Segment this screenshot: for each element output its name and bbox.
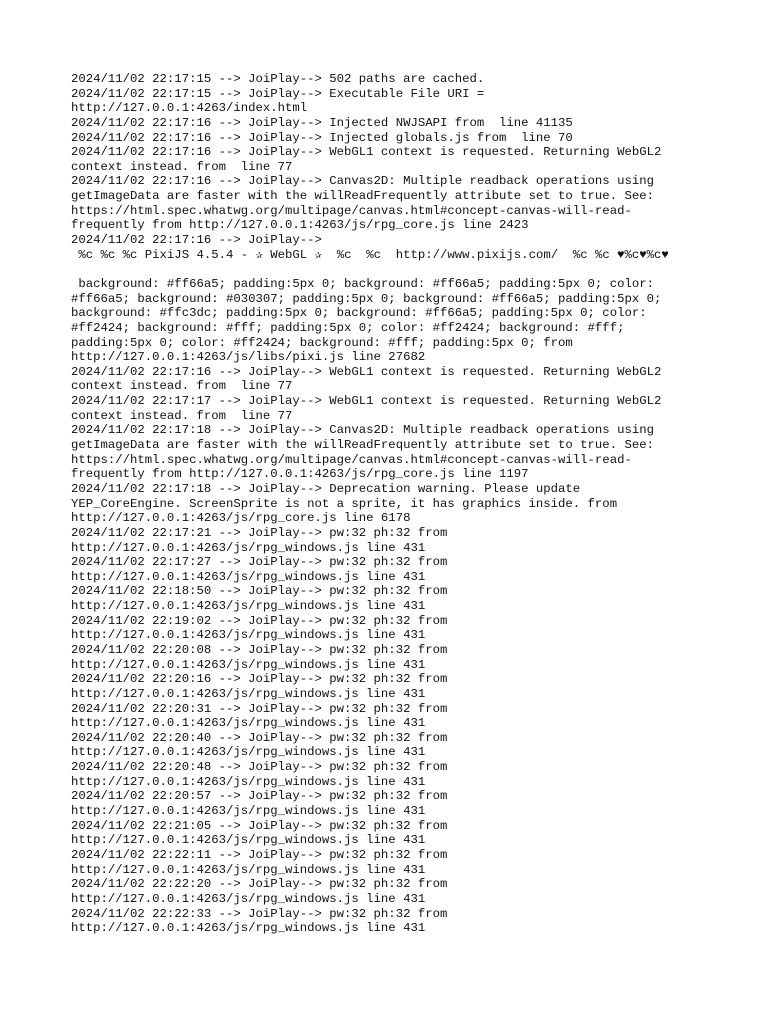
log-line: http://127.0.0.1:4263/js/rpg_windows.js line 431 — [71, 686, 426, 701]
log-line: http://127.0.0.1:4263/js/rpg_windows.js line 431 — [71, 657, 426, 672]
log-line: 2024/11/02 22:20:16 --> JoiPlay--> pw:32 ph:32 from — [71, 672, 448, 687]
log-line: http://127.0.0.1:4263/js/rpg_windows.js line 431 — [71, 862, 426, 877]
log-line: 2024/11/02 22:18:50 --> JoiPlay--> pw:32 ph:32 from — [71, 584, 448, 599]
log-line: 2024/11/02 22:22:20 --> JoiPlay--> pw:32 ph:32 from — [71, 877, 448, 892]
log-line: http://127.0.0.1:4263/index.html — [71, 101, 308, 116]
log-line: %c %c %c PixiJS 4.5.4 - ✰ WebGL ✰ %c %c http://www.pixijs.com/ %c %c ♥%c♥%c♥ — [71, 247, 669, 262]
log-line: 2024/11/02 22:22:11 --> JoiPlay--> pw:32 ph:32 from — [71, 847, 448, 862]
log-line: 2024/11/02 22:17:27 --> JoiPlay--> pw:32 ph:32 from — [71, 555, 448, 570]
log-line: padding:5px 0; color: #ff2424; background: #fff; padding:5px 0; from — [71, 335, 573, 350]
log-line: http://127.0.0.1:4263/js/rpg_windows.js line 431 — [71, 540, 426, 555]
log-line: http://127.0.0.1:4263/js/rpg_windows.js line 431 — [71, 833, 426, 848]
log-line: frequently from http://127.0.0.1:4263/js/rpg_core.js line 1197 — [71, 467, 529, 482]
log-line: 2024/11/02 22:17:16 --> JoiPlay--> Injected globals.js from line 70 — [71, 130, 573, 145]
log-line: context instead. from line 77 — [71, 159, 293, 174]
log-line: #ff2424; background: #fff; padding:5px 0; color: #ff2424; background: #fff; — [71, 320, 625, 335]
log-line: 2024/11/02 22:17:16 --> JoiPlay--> Canvas2D: Multiple readback operations using — [71, 174, 654, 189]
log-line: http://127.0.0.1:4263/js/libs/pixi.js line 27682 — [71, 350, 426, 365]
log-line: http://127.0.0.1:4263/js/rpg_windows.js line 431 — [71, 891, 426, 906]
log-line: http://127.0.0.1:4263/js/rpg_windows.js line 431 — [71, 774, 426, 789]
log-line: 2024/11/02 22:20:57 --> JoiPlay--> pw:32 ph:32 from — [71, 789, 448, 804]
log-line: getImageData are faster with the willReadFrequently attribute set to true. See: — [71, 438, 654, 453]
log-line: #ff66a5; background: #030307; padding:5px 0; background: #ff66a5; padding:5px 0; — [71, 291, 662, 306]
log-line: 2024/11/02 22:17:18 --> JoiPlay--> Canvas2D: Multiple readback operations using — [71, 423, 654, 438]
log-line: 2024/11/02 22:17:16 --> JoiPlay--> Injected NWJSAPI from line 41135 — [71, 115, 573, 130]
log-line: 2024/11/02 22:20:48 --> JoiPlay--> pw:32 ph:32 from — [71, 760, 448, 775]
log-line: 2024/11/02 22:17:15 --> JoiPlay--> Executable File URI = — [71, 86, 485, 101]
log-line: http://127.0.0.1:4263/js/rpg_windows.js line 431 — [71, 628, 426, 643]
log-line: getImageData are faster with the willReadFrequently attribute set to true. See: — [71, 189, 654, 204]
log-line: https://html.spec.whatwg.org/multipage/canvas.html#concept-canvas-will-read- — [71, 203, 632, 218]
log-line: http://127.0.0.1:4263/js/rpg_windows.js line 431 — [71, 599, 426, 614]
log-line: 2024/11/02 22:17:16 --> JoiPlay--> WebGL1 context is requested. Returning WebGL2 — [71, 145, 662, 160]
log-line: http://127.0.0.1:4263/js/rpg_windows.js line 431 — [71, 921, 426, 936]
log-line: 2024/11/02 22:17:21 --> JoiPlay--> pw:32 ph:32 from — [71, 525, 448, 540]
log-line: 2024/11/02 22:17:15 --> JoiPlay--> 502 paths are cached. — [71, 72, 485, 86]
log-line: 2024/11/02 22:17:18 --> JoiPlay--> Deprecation warning. Please update — [71, 481, 581, 496]
log-line: frequently from http://127.0.0.1:4263/js/rpg_core.js line 2423 — [71, 218, 529, 233]
log-line: 2024/11/02 22:20:08 --> JoiPlay--> pw:32 ph:32 from — [71, 642, 448, 657]
log-line: 2024/11/02 22:20:40 --> JoiPlay--> pw:32 ph:32 from — [71, 730, 448, 745]
log-line: context instead. from line 77 — [71, 408, 293, 423]
log-line: https://html.spec.whatwg.org/multipage/canvas.html#concept-canvas-will-read- — [71, 452, 632, 467]
log-line: 2024/11/02 22:22:33 --> JoiPlay--> pw:32 ph:32 from — [71, 906, 448, 921]
log-line: background: #ff66a5; padding:5px 0; background: #ff66a5; padding:5px 0; color: — [71, 276, 654, 291]
log-line: 2024/11/02 22:17:17 --> JoiPlay--> WebGL1 context is requested. Returning WebGL2 — [71, 394, 662, 409]
log-line: 2024/11/02 22:21:05 --> JoiPlay--> pw:32 ph:32 from — [71, 818, 448, 833]
log-text-body — [71, 72, 711, 936]
log-line: 2024/11/02 22:17:16 --> JoiPlay--> WebGL1 context is requested. Returning WebGL2 — [71, 364, 662, 379]
log-line: http://127.0.0.1:4263/js/rpg_core.js line 6178 — [71, 511, 411, 526]
log-line: 2024/11/02 22:20:31 --> JoiPlay--> pw:32 ph:32 from — [71, 701, 448, 716]
log-line: http://127.0.0.1:4263/js/rpg_windows.js line 431 — [71, 716, 426, 731]
log-line: YEP_CoreEngine. ScreenSprite is not a sprite, it has graphics inside. from — [71, 496, 618, 511]
log-line: http://127.0.0.1:4263/js/rpg_windows.js line 431 — [71, 569, 426, 584]
log-line — [71, 262, 711, 277]
log-line: http://127.0.0.1:4263/js/rpg_windows.js line 431 — [71, 804, 426, 819]
log-line: context instead. from line 77 — [71, 379, 293, 394]
log-line: http://127.0.0.1:4263/js/rpg_windows.js line 431 — [71, 745, 426, 760]
log-line: 2024/11/02 22:17:16 --> JoiPlay--> — [71, 233, 322, 248]
log-line: background: #ffc3dc; padding:5px 0; background: #ff66a5; padding:5px 0; color: — [71, 306, 647, 321]
log-line: 2024/11/02 22:19:02 --> JoiPlay--> pw:32 ph:32 from — [71, 613, 448, 628]
